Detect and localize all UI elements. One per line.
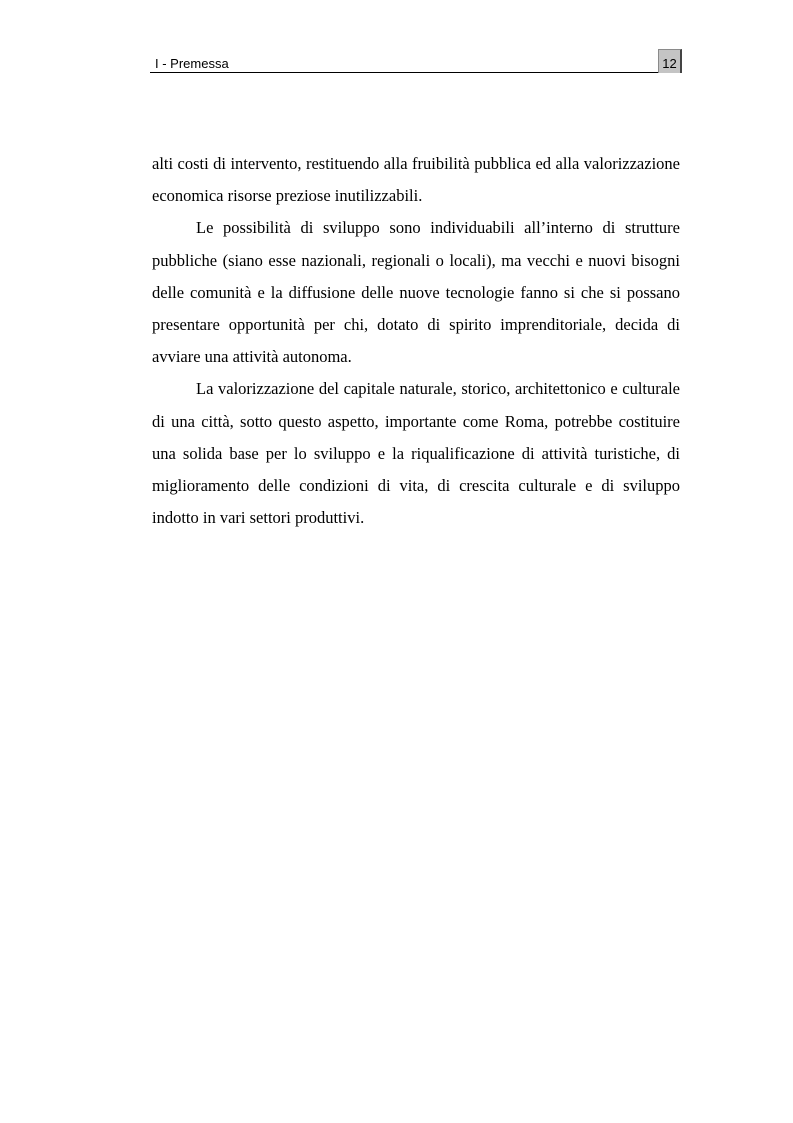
body-text — [152, 148, 680, 534]
page-number: 12 — [658, 49, 682, 73]
chapter-title: I - Premessa — [155, 56, 229, 71]
paragraph-1: alti costi di intervento, restituendo alla fruibilità pubblica ed alla valorizzazione economica risorse preziose inutilizzabili. — [152, 154, 680, 206]
paragraph-3: La valorizzazione del capitale naturale, storico, architettonico e culturale di una città, sotto questo aspetto, importante come Roma, potrebbe costituire una solida base per lo sviluppo e la riqualificazione di attività turistiche, di miglioramento delle condizioni di vita, di crescita culturale e di sviluppo indotto in vari settori produttivi. — [152, 379, 680, 528]
paragraph-2: Le possibilità di sviluppo sono individuabili all’interno di strutture pubbliche (siano esse nazionali, regionali o locali), ma vecchi e nuovi bisogni delle comunità e la diffusione delle nuove tecnologie fanno si che si possano presentare opportunità per chi, dotato di spirito imprenditoriale, decida di avviare una attività autonoma. — [152, 218, 680, 367]
page-header — [150, 48, 682, 73]
